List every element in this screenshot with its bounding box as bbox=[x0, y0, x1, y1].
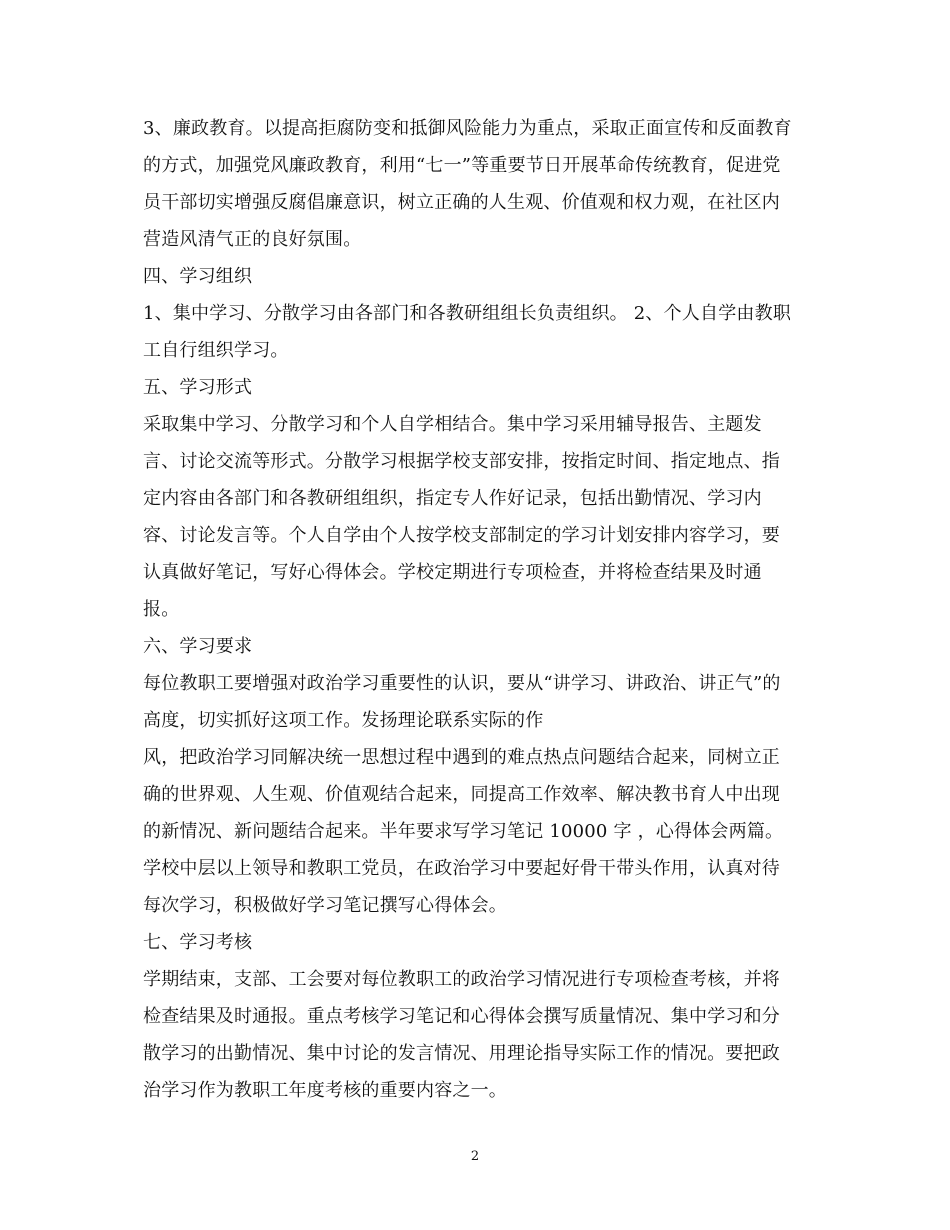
text-line: 高度，切实抓好这项工作。发扬理论联系实际的作 bbox=[143, 710, 544, 731]
text-line: 营造风清气正的良好氛围。 bbox=[143, 229, 362, 250]
text-line: 工自行组织学习。 bbox=[143, 340, 289, 361]
section-heading-organization: 四、学习组织 bbox=[143, 266, 253, 287]
text-line: 认真做好笔记，写好心得体会。学校定期进行专项检查，并将检查结果及时通 bbox=[143, 562, 762, 583]
text-line: 的新情况、新问题结合起来。半年要求写学习笔记 10000 字 ，心得体会两篇。 bbox=[143, 821, 784, 842]
page-number: 2 bbox=[470, 1149, 480, 1164]
text-line: 治学习作为教职工年度考核的重要内容之一。 bbox=[143, 1080, 507, 1101]
section-heading-assessment: 七、学习考核 bbox=[143, 932, 253, 953]
text-line: 报。 bbox=[143, 599, 180, 620]
text-line: 学校中层以上领导和教职工党员，在政治学习中要起好骨干带头作用，认真对待 bbox=[143, 858, 780, 879]
section-heading-requirements: 六、学习要求 bbox=[143, 636, 253, 657]
text-line: 采取集中学习、分散学习和个人自学相结合。集中学习采用辅导报告、主题发 bbox=[143, 414, 762, 435]
text-line: 每次学习，积极做好学习笔记撰写心得体会。 bbox=[143, 895, 507, 916]
text-line: 言、讨论交流等形式。分散学习根据学校支部安排，按指定时间、指定地点、指 bbox=[143, 451, 780, 472]
text-line: 每位教职工要增强对政治学习重要性的认识，要从“讲学习、讲政治、讲正气”的 bbox=[143, 673, 781, 694]
section-heading-form: 五、学习形式 bbox=[143, 377, 253, 398]
text-line: 散学习的出勤情况、集中讨论的发言情况、用理论指导实际工作的情况。要把政 bbox=[143, 1043, 780, 1064]
text-line: 的方式，加强党风廉政教育，利用“七一”等重要节日开展革命传统教育，促进党 bbox=[143, 155, 781, 176]
text-line: 检查结果及时通报。重点考核学习笔记和心得体会撰写质量情况、集中学习和分 bbox=[143, 1006, 780, 1027]
text-line: 3、廉政教育。以提高拒腐防变和抵御风险能力为重点，采取正面宣传和反面教育 bbox=[143, 118, 792, 139]
text-line: 容、讨论发言等。个人自学由个人按学校支部制定的学习计划安排内容学习，要 bbox=[143, 525, 780, 546]
text-line: 确的世界观、人生观、价值观结合起来，同提高工作效率、解决教书育人中出现 bbox=[143, 784, 780, 805]
text-line: 学期结束，支部、工会要对每位教职工的政治学习情况进行专项检查考核，并将 bbox=[143, 969, 780, 990]
text-line: 员干部切实增强反腐倡廉意识，树立正确的人生观、价值观和权力观，在社区内 bbox=[143, 192, 780, 213]
text-line: 1、集中学习、分散学习由各部门和各教研组组长负责组织。 2、个人自学由教职 bbox=[143, 303, 792, 324]
text-line: 风，把政治学习同解决统一思想过程中遇到的难点热点问题结合起来，同树立正 bbox=[143, 747, 780, 768]
text-line: 定内容由各部门和各教研组组织，指定专人作好记录，包括出勤情况、学习内 bbox=[143, 488, 762, 509]
